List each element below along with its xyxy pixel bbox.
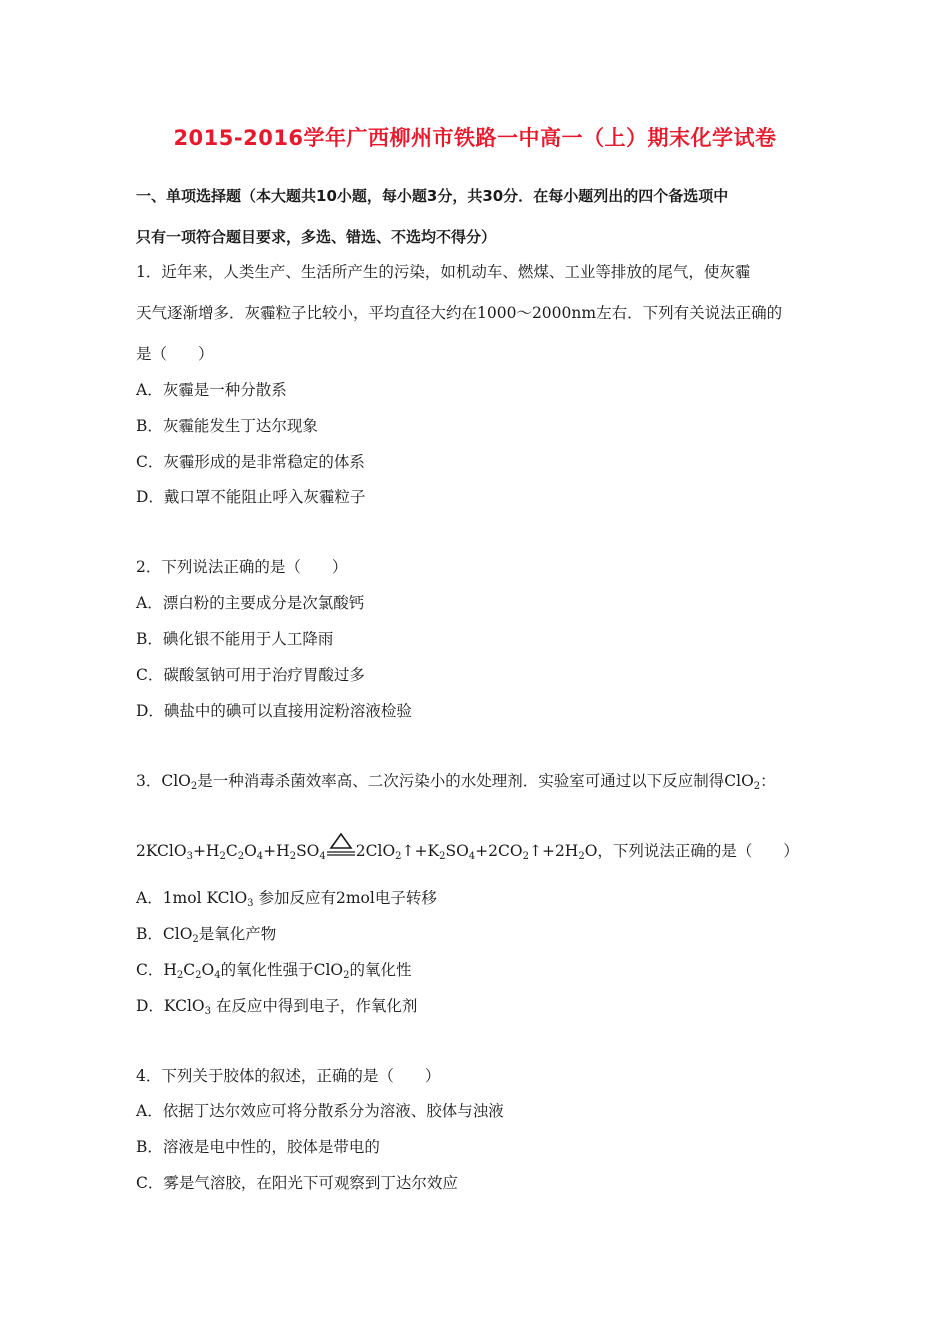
heating-condition-icon: [326, 841, 356, 861]
q3-option-b: B．ClO$_2$是氧化产物: [136, 925, 277, 945]
q2-stem: 2．下列说法正确的是（ ）: [136, 558, 348, 576]
q1-stem-line3: 是（ ）: [136, 345, 214, 363]
q2-option-b: B．碘化银不能用于人工降雨: [136, 630, 334, 648]
q1-option-d: D．戴口罩不能阻止呼入灰霾粒子: [136, 488, 366, 506]
q4-option-b: B．溶液是电中性的，胶体是带电的: [136, 1138, 380, 1156]
q3-stem-line1: 3．ClO$_2$是一种消毒杀菌效率高、二次污染小的水处理剂．实验室可通过以下反应制得ClO$_2$：: [136, 772, 776, 792]
section-heading-line2: 只有一项符合题目要求，多选、错选、不选均不得分）: [136, 228, 497, 246]
exam-title: 2015-2016学年广西柳州市铁路一中高一（上）期末化学试卷: [173, 126, 777, 150]
q4-option-c: C．雾是气溶胶，在阳光下可观察到丁达尔效应: [136, 1174, 458, 1192]
q3-equation: $2KClO_3+H_2C_2O_4+H_2SO_4$ $2ClO_2↑+K_2SO_4+2CO_2↑+2H_2O$，下列说法正确的是（ ）: [136, 841, 799, 861]
q1-option-c: C．灰霾形成的是非常稳定的体系: [136, 453, 365, 471]
q2-option-a: A．漂白粉的主要成分是次氯酸钙: [136, 594, 365, 612]
q3-option-c: C．$H_2C_2O_4$的氧化性强于ClO$_2$的氧化性: [136, 961, 412, 981]
q3-option-a: A．1mol KClO$_3$ 参加反应有2mol电子转移: [136, 889, 437, 909]
q1-stem-line1: 1．近年来，人类生产、生活所产生的污染，如机动车、燃煤、工业等排放的尾气，使灰霾: [136, 263, 751, 281]
q1-stem-line2: 天气逐渐增多．灰霾粒子比较小，平均直径大约在1000～2000nm左右．下列有关说法正确的: [136, 304, 783, 322]
q2-option-c: C．碳酸氢钠可用于治疗胃酸过多: [136, 666, 365, 684]
q2-option-d: D．碘盐中的碘可以直接用淀粉溶液检验: [136, 702, 412, 720]
section-heading-line1: 一、单项选择题（本大题共10小题，每小题3分，共30分．在每小题列出的四个备选项中: [136, 187, 729, 205]
q1-option-b: B．灰霾能发生丁达尔现象: [136, 417, 318, 435]
q1-option-a: A．灰霾是一种分散系: [136, 381, 287, 399]
q3-option-d: D．KClO$_3$ 在反应中得到电子，作氧化剂: [136, 997, 418, 1017]
q4-stem: 4．下列关于胶体的叙述，正确的是（ ）: [136, 1067, 441, 1085]
q4-option-a: A．依据丁达尔效应可将分散系分为溶液、胶体与浊液: [136, 1102, 504, 1120]
